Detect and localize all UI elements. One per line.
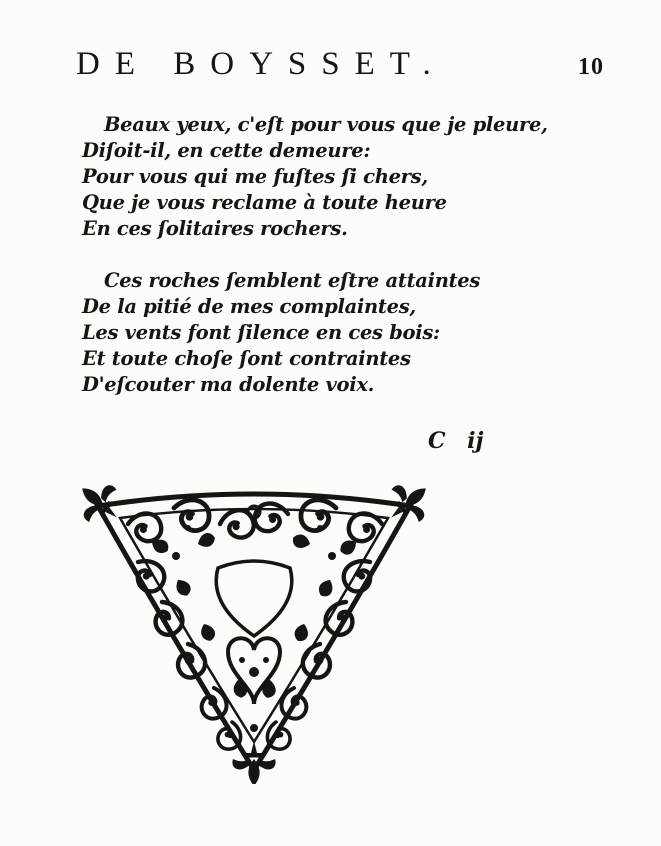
page-number: 10 [578, 54, 604, 80]
stanza-1 [82, 112, 548, 242]
verse-line: D'eſcouter ma dolente voix. [82, 373, 375, 396]
verse-line: Beaux yeux, c'eſt pour vous que je pleure, [104, 113, 548, 136]
verse-line: De la pitié de mes complaintes, [82, 295, 416, 318]
verse-line: Les vents font ſilence en ces bois: [82, 321, 440, 344]
gathering-signature: C ij [428, 428, 484, 454]
triangular-fleuron-ornament-icon [78, 484, 430, 784]
verse-line: Diſoit-il, en cette demeure: [82, 139, 371, 162]
verse-line: Et toute choſe ſont contraintes [82, 347, 411, 370]
stanza-2 [82, 268, 480, 398]
running-title: DE BOYSSET. [76, 46, 446, 82]
verse-line: En ces ſolitaires rochers. [82, 217, 348, 240]
verse-line: Que je vous reclame à toute heure [82, 191, 447, 214]
verse-line: Ces roches ſemblent eſtre attaintes [104, 269, 481, 292]
verse-line: Pour vous qui me fuſtes ſi chers, [82, 165, 428, 188]
